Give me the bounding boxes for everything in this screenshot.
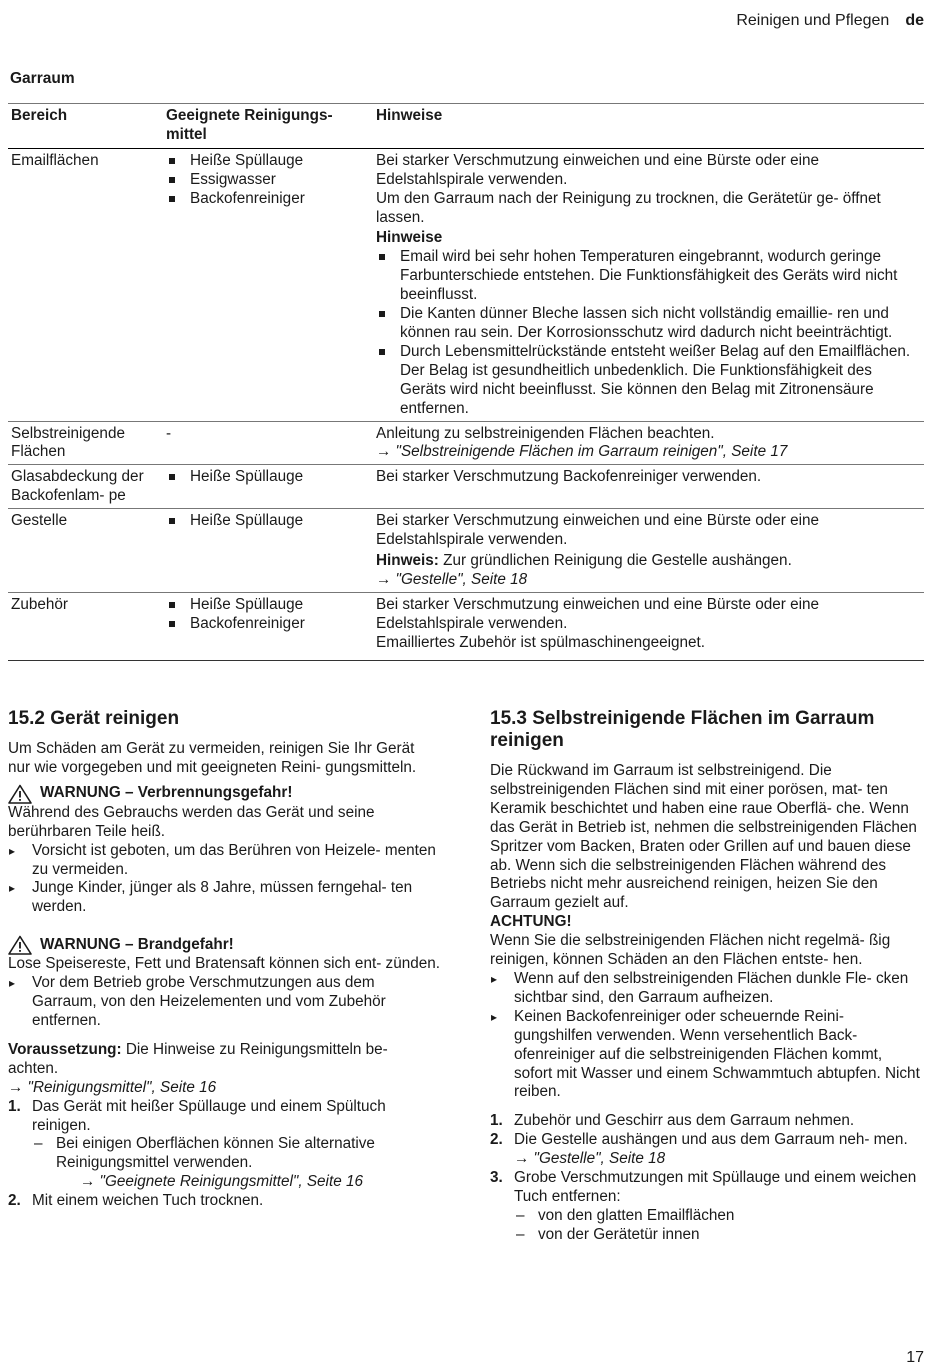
caution-text: Wenn Sie die selbstreinigenden Flächen nicht regelmä- ßig reinigen, können Schäden an den Flächen entste- hen. [490,932,891,969]
step-item: 3. Grobe Verschmutzungen mit Spüllauge und einem weichen Tuch entfernen: – von den glatten Emailflächen – von der Gerätetür innen [490,1169,922,1245]
warning-item: ▸ Junge Kinder, jünger als 8 Jahre, müssen ferngehal- ten werden. [8,879,440,917]
step-text: Zubehör und Geschirr aus dem Garraum nehmen. [514,1112,855,1130]
warning-heading [8,935,440,955]
agents-cell [163,509,373,593]
hint-line [376,552,924,571]
area-cell: Gestelle [8,509,163,593]
note-text: Bei starker Verschmutzung einweichen und eine Bürste oder eine Edelstahlspirale verwenden. [376,151,820,188]
note-text: Anleitung zu selbstreinigenden Flächen beachten. [376,424,715,442]
step-text: Grobe Verschmutzungen mit Spüllauge und einem weichen Tuch entfernen: [514,1169,917,1205]
notes-cell [373,421,924,465]
step-item: 1. Das Gerät mit heißer Spüllauge und einem Spültuch reinigen. – Bei einigen Oberflächen können Sie alternative Reinigungsmittel verwenden. → "Geeignete Reinigungsmittel", Seite 16 [8,1098,440,1193]
running-header [736,12,924,31]
step-item: 1. Zubehör und Geschirr aus dem Garraum nehmen. [490,1112,855,1130]
hint-label: Hinweis: [376,551,439,569]
step-text: Die Gestelle aushängen und aus dem Garraum neh- men. [514,1131,908,1149]
section-title: Garraum [10,70,75,87]
table-row [8,592,924,661]
agent-item: Essigwasser [166,171,373,190]
area-cell: Glasabdeckung der Backofenlam- pe [8,465,163,509]
note-item: Durch Lebensmittelrückstände entsteht weißer Belag auf den Emailflächen. Der Belag ist gesundheitlich unbedenklich. Die Funktionsfähigkeit des Geräts wird nicht beeinflusst. Sie können den Belag mit Zitronensäure entfernen. [376,343,914,419]
table-header-row [8,104,924,149]
caution-item: ▸ Wenn auf den selbstreinigenden Flächen dunkle Fle- cken sichtbar sind, den Garraum aufheizen. [490,970,922,1008]
note-subheading: Hinweise [376,229,443,247]
step-text: Das Gerät mit heißer Spüllauge und einem Spültuch reinigen. [32,1097,386,1134]
cross-reference-link[interactable]: → "Geeignete Reinigungsmittel", Seite 16 [80,1173,363,1191]
step-sub-item: – Bei einigen Oberflächen können Sie alternative Reinigungsmittel verwenden. [32,1135,440,1173]
warning-text: Während des Gebrauchs werden das Gerät und seine berührbaren Teile heiß. [8,803,375,840]
warning-item: ▸ Vor dem Betrieb grobe Verschmutzungen aus dem Garraum, von den Heizelementen und vom Zubehör entfernen. [8,974,440,1031]
step-sub-item: – von den glatten Emailflächen [514,1207,922,1226]
warning-triangle-icon [8,935,32,955]
warning-title: WARNUNG – Brandgefahr! [40,935,234,953]
language-code: de [905,12,924,29]
notes-cell [373,509,924,593]
step-sub-item: – von der Gerätetür innen [514,1226,922,1245]
notes-cell [373,592,924,661]
agent-item: Backofenreiniger [166,190,373,209]
step-text: Mit einem weichen Tuch trocknen. [32,1192,264,1210]
prerequisite [8,1041,440,1079]
area-cell: Emailflächen [8,148,163,421]
note-item: Die Kanten dünner Bleche lassen sich nicht vollständig emaillie- ren und können rau sein. Der Korrosionsschutz wird dadurch nicht beeinträchtigt. [376,305,914,343]
section-heading: 15.3 Selbstreinigende Flächen im Garraum reinigen [490,708,875,751]
warning-text: Lose Speisereste, Fett und Bratensaft können sich ent- zünden. [8,955,440,973]
agent-item: Backofenreiniger [166,615,373,634]
agents-cell [163,148,373,421]
notes-cell [373,148,924,421]
note-text: Emailliertes Zubehör ist spülmaschinengeeignet. [376,633,706,651]
agent-item: Heiße Spüllauge [166,152,373,171]
note-text: Um den Garraum nach der Reinigung zu trocknen, die Gerätetür ge- öffnet lassen. [376,189,881,226]
agent-item: Heiße Spüllauge [166,596,373,615]
note-text: Bei starker Verschmutzung einweichen und eine Bürste oder eine Edelstahlspirale verwenden. [376,512,820,549]
agents-cell: - [163,421,373,465]
prerequisite-label: Voraussetzung: [8,1040,122,1058]
area-cell: Selbstreinigende Flächen [8,421,163,465]
page-number: 17 [906,1349,924,1366]
step-item: 2. Die Gestelle aushängen und aus dem Garraum neh- men. → "Gestelle", Seite 18 [490,1131,922,1169]
area-cell: Zubehör [8,592,163,661]
warning-title: WARNUNG – Verbrennungsgefahr! [40,784,293,802]
note-item: Email wird bei sehr hohen Temperaturen eingebrannt, wodurch geringe Farbunterschiede entstehen. Die Funktionsfähigkeit des Geräts wird nicht beeinflusst. [376,248,914,305]
right-column [490,708,922,1245]
agent-item: Heiße Spüllauge [166,468,373,487]
cross-reference-link[interactable]: → "Gestelle", Seite 18 [514,1150,666,1168]
prerequisite-text: Die Hinweise zu Reinigungsmitteln be- achten. [8,1040,388,1077]
section-heading: 15.2 Gerät reinigen [8,708,180,729]
warning-item: ▸ Vorsicht ist geboten, um das Berühren von Heizele- menten zu vermeiden. [8,842,440,880]
column-header-notes: Hinweise [373,104,924,149]
table-row [8,509,924,593]
agents-cell [163,465,373,509]
cross-reference-link[interactable]: → "Gestelle", Seite 18 [376,570,528,588]
column-header-area: Bereich [8,104,163,149]
cleaning-table [8,103,924,661]
warning-triangle-icon [8,784,32,804]
column-header-agents: Geeignete Reinigungs- mittel [163,104,373,149]
table-row [8,465,924,509]
agents-cell [163,592,373,661]
header-title: Reinigen und Pflegen [736,12,890,29]
table-row [8,421,924,465]
caution-item: ▸ Keinen Backofenreiniger oder scheuernde Reini- gungshilfen verwenden. Wenn versehentlich Back- ofenreiniger auf die selbstreinigenden Flächen kommt, sofort mit Wasser und einem Schwammtuch abtupfen. Nicht reiben. [490,1008,922,1103]
hint-text: Zur gründlichen Reinigung die Gestelle aushängen. [438,551,792,569]
agent-item: Heiße Spüllauge [166,512,373,531]
note-text: Bei starker Verschmutzung einweichen und eine Bürste oder eine Edelstahlspirale verwenden. [376,595,820,632]
warning-heading [8,784,440,804]
step-item: 2. Mit einem weichen Tuch trocknen. [8,1192,264,1210]
intro-text: Die Rückwand im Garraum ist selbstreinigend. Die selbstreinigenden Flächen sind mit einer porösen, mat- ten Keramik beschichtet und haben eine raue Oberflä- che. Wenn das Gerät in Betrieb ist, nehmen die selbstreinigenden Flächen Spritzer vom Backen, Braten oder Grillen auf und bauen diese ab. Wenn sich die selbstreinigenden Flächen während des Betriebs nicht mehr ausreichend reinigen, heizen Sie den Garraum gezielt auf. [490,762,917,912]
caution-title: ACHTUNG! [490,913,572,931]
cross-reference-link[interactable]: → "Reinigungsmittel", Seite 16 [8,1078,217,1096]
left-column [8,708,440,1211]
notes-cell: Bei starker Verschmutzung Backofenreiniger verwenden. [373,465,924,509]
intro-text: Um Schäden am Gerät zu vermeiden, reinigen Sie Ihr Gerät nur wie vorgegeben und mit geeigneten Reini- gungsmitteln. [8,740,417,776]
cross-reference-link[interactable]: → "Selbstreinigende Flächen im Garraum reinigen", Seite 17 [376,443,788,461]
table-row [8,148,924,421]
